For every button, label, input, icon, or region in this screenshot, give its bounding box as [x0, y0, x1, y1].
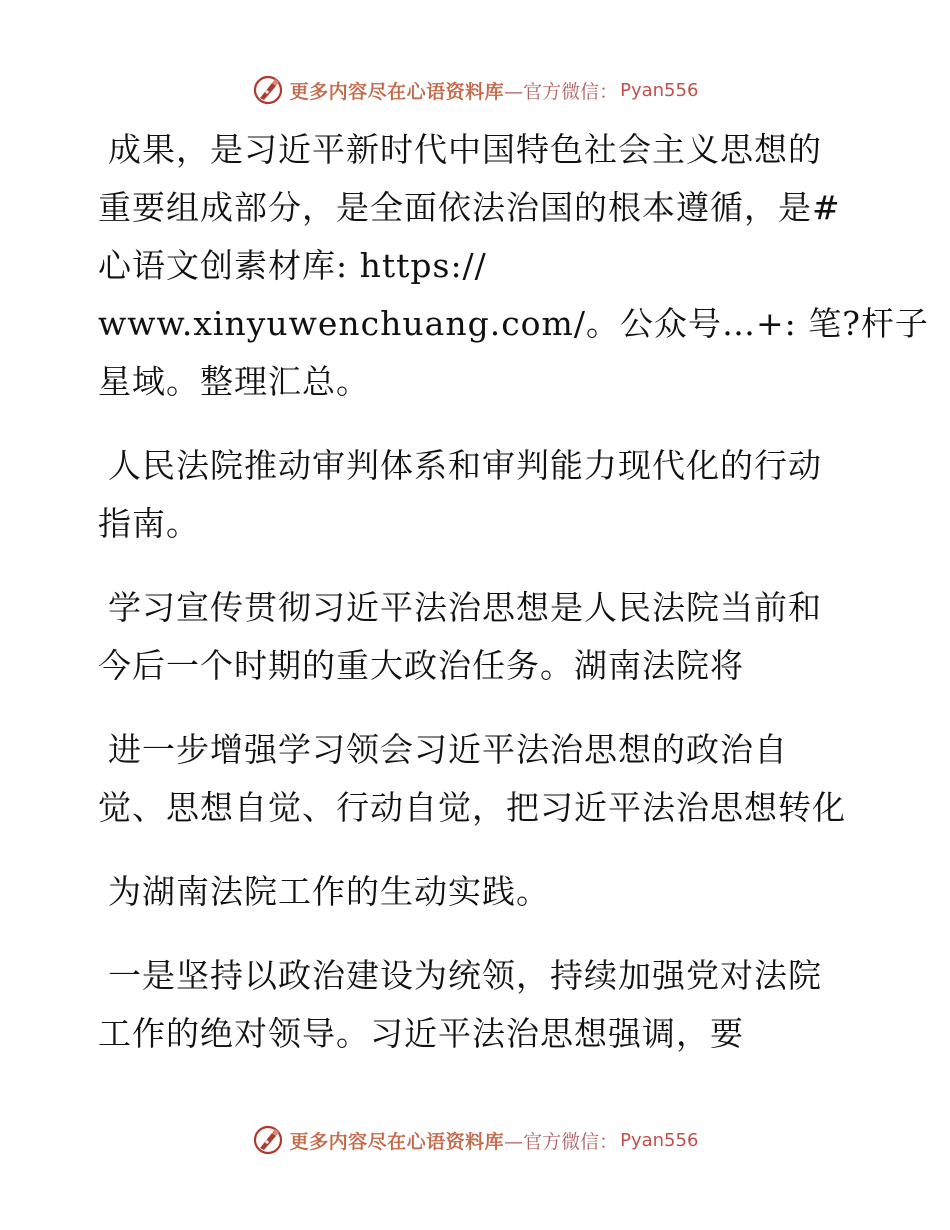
- paragraph-5: [98, 863, 888, 921]
- paragraph-3: [98, 579, 888, 695]
- text-line: 星域。整理汇总。: [98, 362, 370, 401]
- paragraph-1: [98, 121, 929, 411]
- text-line: 指南。: [98, 504, 200, 543]
- footer-banner-label: —官方微信：: [504, 1130, 619, 1153]
- paragraph-4: [98, 721, 888, 837]
- text-line: 工作的绝对领导。习近平法治思想强调，要: [98, 1014, 744, 1053]
- header-banner-title: 更多内容尽在心语资料库: [289, 80, 505, 103]
- footer-banner-title: 更多内容尽在心语资料库: [289, 1130, 505, 1153]
- pen-nib-logo-icon: [252, 74, 284, 106]
- document-body: [98, 121, 929, 1089]
- text-line: www.xinyuwenchuang.com/。公众号…+: 笔?杆子: [98, 304, 929, 343]
- text-line: 成果，是习近平新时代中国特色社会主义思想的: [108, 130, 822, 169]
- header-wechat-id: Pyan556: [620, 79, 699, 101]
- footer-wechat-id: Pyan556: [620, 1129, 699, 1151]
- text-line: 为湖南法院工作的生动实践。: [108, 872, 550, 911]
- header-banner: [0, 72, 950, 108]
- text-line: 进一步增强学习领会习近平法治思想的政治自: [108, 730, 788, 769]
- paragraph-2: [98, 437, 888, 553]
- pen-nib-logo-icon: [252, 1124, 284, 1156]
- text-line: 一是坚持以政治建设为统领，持续加强党对法院: [108, 956, 822, 995]
- paragraph-6: [98, 947, 888, 1063]
- header-banner-label: —官方微信：: [504, 80, 619, 103]
- text-line: 学习宣传贯彻习近平法治思想是人民法院当前和: [108, 588, 822, 627]
- text-line: 心语文创素材库: https://: [98, 246, 487, 285]
- text-line: 重要组成部分，是全面依法治国的根本遵循，是#: [98, 188, 841, 227]
- text-line: 觉、思想自觉、行动自觉，把习近平法治思想转化: [98, 788, 846, 827]
- text-line: 人民法院推动审判体系和审判能力现代化的行动: [108, 446, 822, 485]
- footer-banner: [0, 1122, 950, 1158]
- text-line: 今后一个时期的重大政治任务。湖南法院将: [98, 646, 744, 685]
